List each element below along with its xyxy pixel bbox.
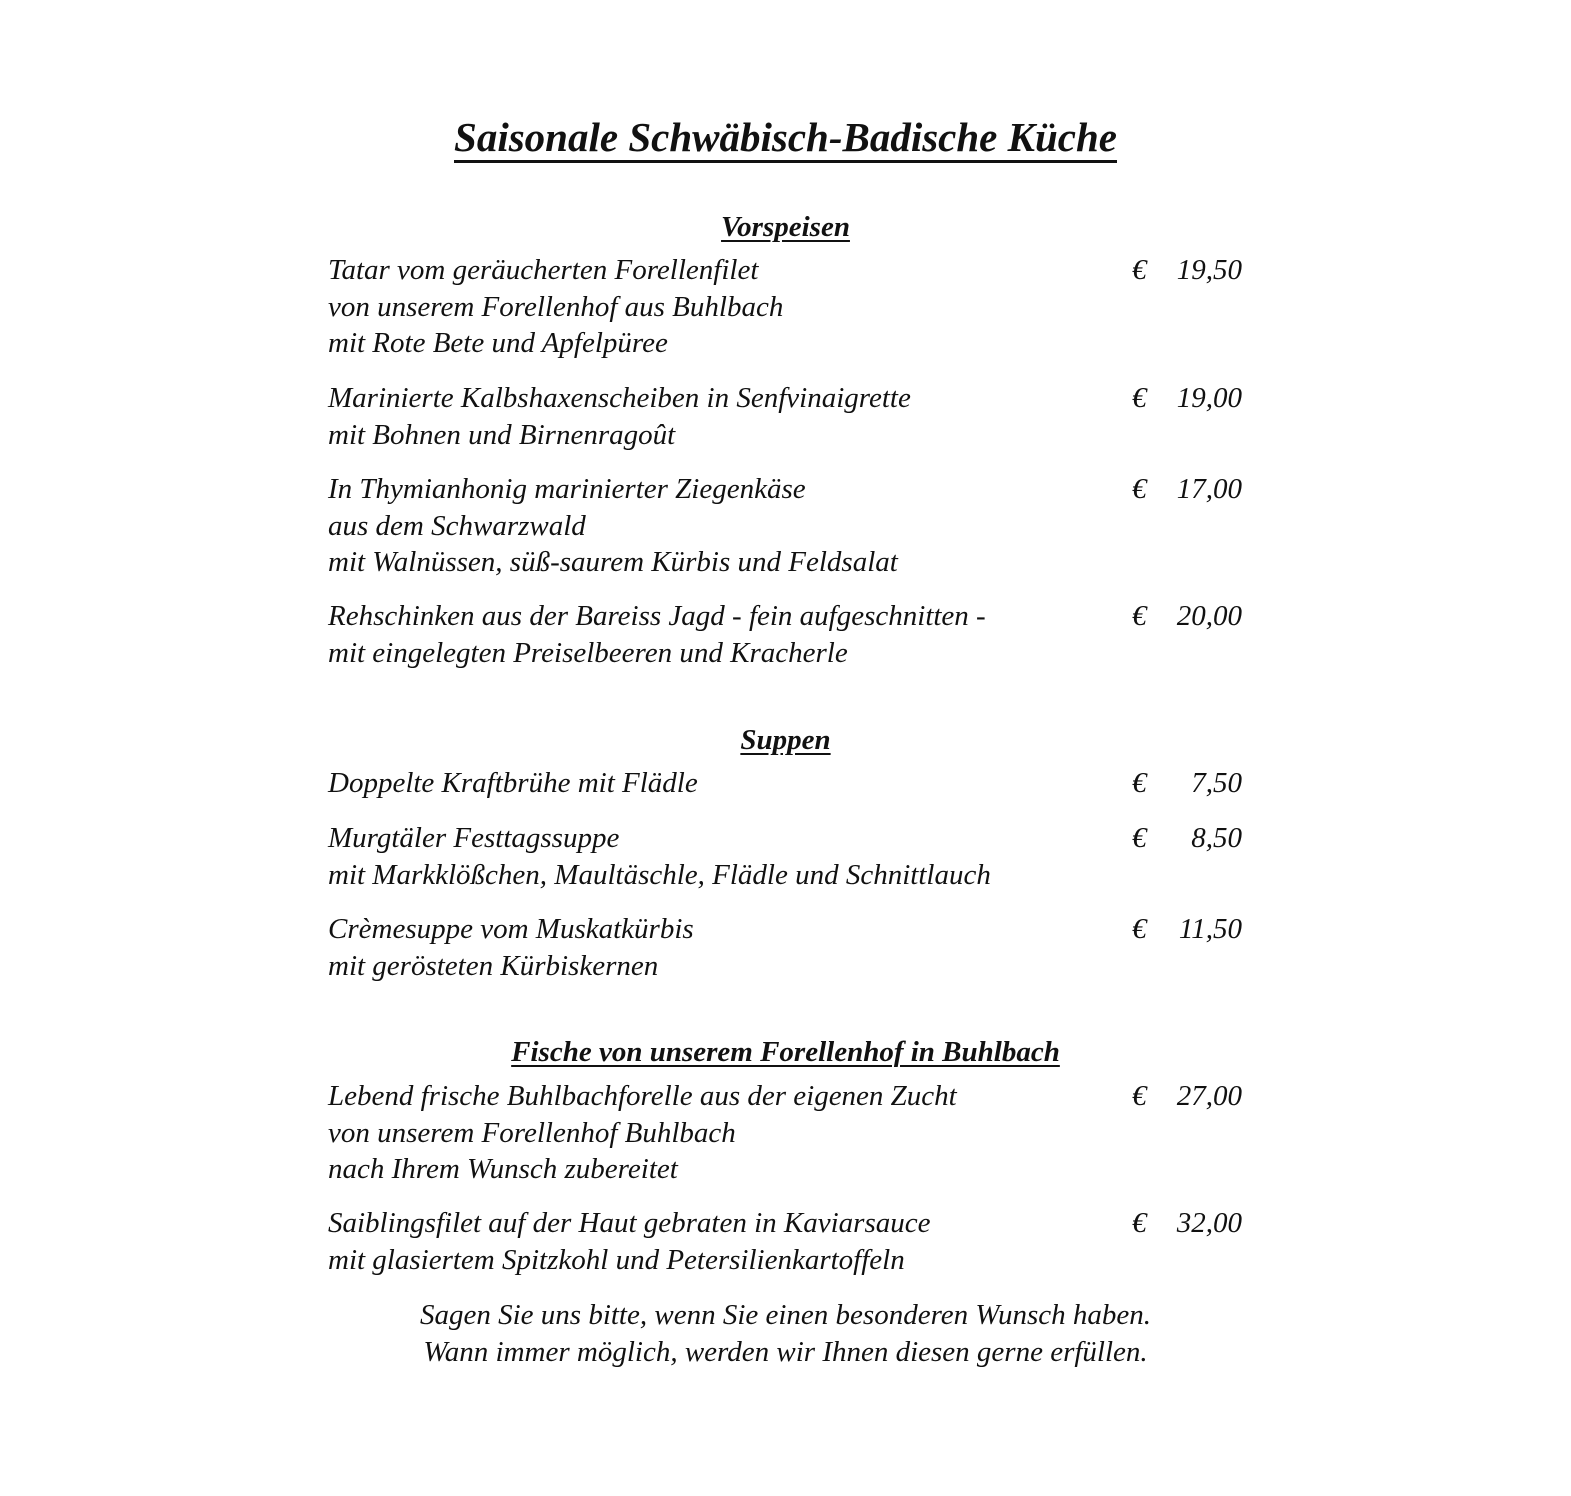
item-line: mit Walnüssen, süß-saurem Kürbis und Feldsalat xyxy=(328,546,898,578)
item-line: Doppelte Kraftbrühe mit Flädle xyxy=(328,767,698,799)
currency-symbol: € xyxy=(1132,254,1147,286)
item-line: mit Markklößchen, Maultäschle, Flädle und Schnittlauch xyxy=(328,858,991,891)
item-line: aus dem Schwarzwald xyxy=(328,509,586,542)
item-line: von unserem Forellenhof Buhlbach xyxy=(328,1116,736,1149)
menu-item xyxy=(328,380,1248,453)
item-line: In Thymianhonig marinierter Ziegenkäse xyxy=(328,473,806,505)
section-heading-fische: Fische von unserem Forellenhof in Buhlbach xyxy=(511,1036,1060,1068)
item-line: Tatar vom geräucherten Forellenfilet xyxy=(328,254,759,286)
menu-item xyxy=(328,1205,1248,1278)
item-line: Crèmesuppe vom Muskatkürbis xyxy=(328,913,694,945)
section-heading-vorspeisen: Vorspeisen xyxy=(721,211,850,243)
note-line: Wann immer möglich, werden wir Ihnen diesen gerne erfüllen. xyxy=(423,1335,1148,1368)
price-amount: 20,00 xyxy=(1176,600,1242,632)
currency-symbol: € xyxy=(1132,600,1147,632)
price-amount: 19,50 xyxy=(1176,254,1242,286)
menu-item xyxy=(328,911,1248,984)
page-title xyxy=(0,112,1571,162)
currency-symbol: € xyxy=(1132,1080,1147,1112)
item-line: mit gerösteten Kürbiskernen xyxy=(328,949,659,982)
menu-item xyxy=(328,820,1248,893)
currency-symbol: € xyxy=(1132,822,1147,854)
currency-symbol: € xyxy=(1132,767,1147,799)
item-line: mit Rote Bete und Apfelpüree xyxy=(328,327,668,359)
page-title-text: Saisonale Schwäbisch-Badische Küche xyxy=(454,114,1117,163)
item-line: Murgtäler Festtagssuppe xyxy=(328,822,620,854)
price-amount: 32,00 xyxy=(1176,1207,1242,1239)
item-line: Rehschinken aus der Bareiss Jagd - fein aufgeschnitten - xyxy=(328,600,986,632)
currency-symbol: € xyxy=(1132,1207,1147,1239)
item-line: Lebend frische Buhlbachforelle aus der eigenen Zucht xyxy=(328,1080,957,1112)
item-line: mit glasiertem Spitzkohl und Petersilienkartoffeln xyxy=(328,1243,905,1276)
menu-item xyxy=(328,252,1248,362)
item-line: mit Bohnen und Birnenragoût xyxy=(328,418,676,451)
note-line: Sagen Sie uns bitte, wenn Sie einen besonderen Wunsch haben. xyxy=(419,1299,1152,1331)
section-heading-suppen: Suppen xyxy=(740,724,831,756)
price-amount: 19,00 xyxy=(1176,382,1242,414)
item-line: mit eingelegten Preiselbeeren und Kracherle xyxy=(328,636,848,669)
currency-symbol: € xyxy=(1132,382,1147,414)
price-amount: 11,50 xyxy=(1178,913,1242,945)
menu-item xyxy=(328,765,1248,802)
item-line: Saiblingsfilet auf der Haut gebraten in Kaviarsauce xyxy=(328,1207,931,1239)
price-amount: 8,50 xyxy=(1191,822,1242,854)
currency-symbol: € xyxy=(1132,913,1147,945)
menu-item xyxy=(328,1078,1248,1188)
menu-item xyxy=(328,471,1248,581)
currency-symbol: € xyxy=(1132,473,1147,505)
menu-item xyxy=(328,598,1248,671)
item-line: Marinierte Kalbshaxenscheiben in Senfvinaigrette xyxy=(328,382,911,414)
price-amount: 7,50 xyxy=(1191,767,1242,799)
price-amount: 27,00 xyxy=(1176,1080,1242,1112)
closing-note xyxy=(0,1297,1571,1370)
price-amount: 17,00 xyxy=(1176,473,1242,505)
item-line: von unserem Forellenhof aus Buhlbach xyxy=(328,290,784,323)
item-line: nach Ihrem Wunsch zubereitet xyxy=(328,1153,678,1185)
